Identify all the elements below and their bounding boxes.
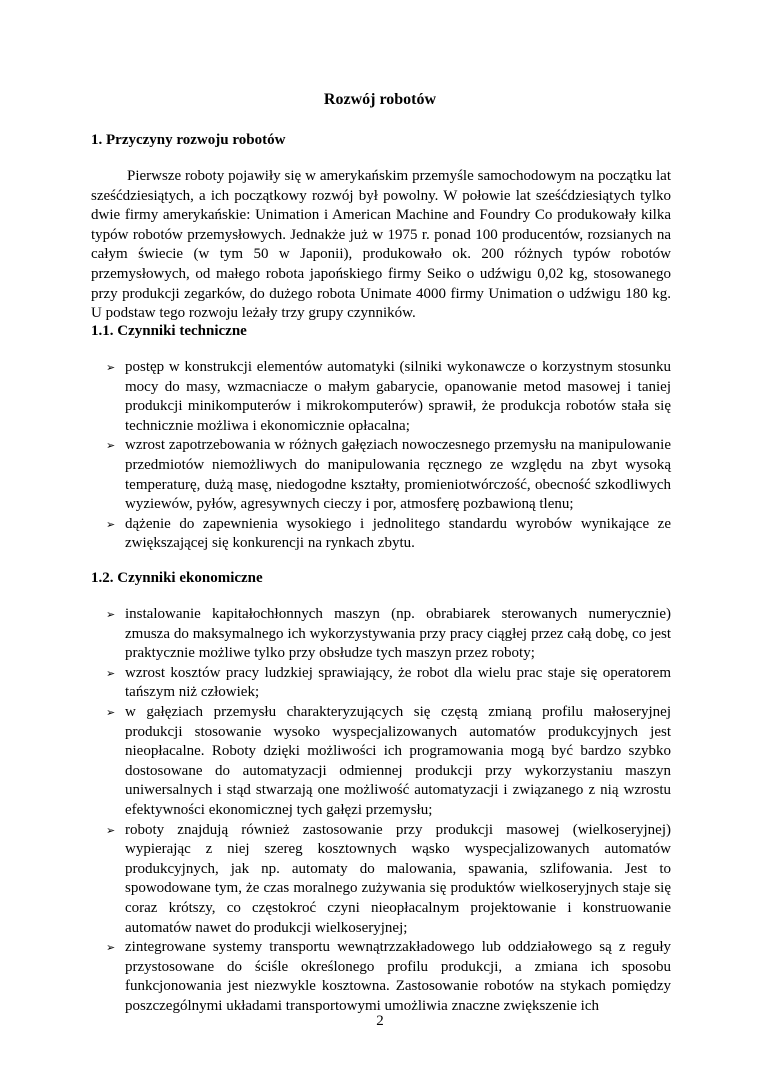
arrow-bullet-icon: ➢	[106, 608, 116, 621]
arrow-bullet-icon: ➢	[106, 941, 116, 955]
section-heading-1: 1. Przyczyny rozwoju robotów	[91, 132, 286, 148]
list-item	[91, 703, 671, 821]
arrow-bullet-icon: ➢	[106, 823, 116, 837]
page-number: 2	[376, 1013, 384, 1029]
list-item	[91, 436, 671, 514]
list-item-text: roboty znajdują również zastosowanie przy produkcji masowej (wielkoseryjnej) wypierając z niej szereg kosztownych wąsko wyspecjalizowanych automatów produkcyjnych, jak np. automaty do malowania, spawania, szlifowania. Jest to spowodowane tym, że czas moralnego zużywania się produktów wielkoseryjnych staje się coraz krótszy, co częstokroć czyni nieopłacalnym projektowanie i konstruowanie automatów nawet do produkcji wielkoseryjnej;	[125, 821, 671, 936]
list-item-text: w gałęziach przemysłu charakteryzujących się częstą zmianą profilu małoseryjnej produkcji stosowanie wysoko wyspecjalizowanych automatów produkcyjnych jest nieopłacalne. Roboty dzięki możliwości ich programowania mogą być bardzo szybko dostosowane do automatyzacji odmiennej produkcji przy wykorzystaniu maszyn uniwersalnych i stąd stwarzają one możliwość automatyzacji i związanego z nią wzrostu efektywności ekonomicznej tych gałęzi przemysłu;	[125, 703, 671, 818]
arrow-bullet-icon: ➢	[106, 705, 116, 719]
list-item	[91, 821, 671, 939]
list-item	[91, 938, 671, 1016]
list-item-text: wzrost zapotrzebowania w różnych gałęziach nowoczesnego przemysłu na manipulowanie przedmiotów niemożliwych do manipulowania ręcznego ze względu na zbyt wysoką temperaturę, dużą masę, niedogodne kształty, promieniotwórczość, obecność szkodliwych wyziewów, pyłów, agresywnych cieczy i por, atmosferę pozbawioną tlenu;	[125, 437, 671, 513]
arrow-bullet-icon: ➢	[106, 666, 116, 680]
list-item-text: zintegrowane systemy transportu wewnątrzzakładowego lub oddziałowego są z reguły przystosowane do ściśle określonego profilu produkcji, a zmiana ich sposobu funkcjonowania jest niezwykle kosztowna. Zastosowanie robotów na stykach pomiędzy poszczególnymi układami transportowymi umożliwia znaczne zwiększenie ich	[125, 939, 671, 1014]
list-item-text: postęp w konstrukcji elementów automatyki (silniki wykonawcze o korzystnym stosunku mocy do masy, wzmacniacze o małym gabarycie, opanowanie metod masowej i taniej produkcji minikomputerów i mikrokomputerów) sprawił, że produkcja robotów stała się technicznie możliwa i ekonomicznie opłacalna;	[125, 359, 671, 434]
list-item-text: dążenie do zapewnienia wysokiego i jednolitego standardu wyrobów wynikające ze zwiększającej się konkurencji na rynkach zbytu.	[125, 515, 671, 552]
section-heading-1-1: 1.1. Czynniki techniczne	[91, 323, 247, 339]
section-heading-1-2: 1.2. Czynniki ekonomiczne	[91, 570, 263, 586]
list-item	[91, 664, 671, 703]
intro-paragraph: Pierwsze roboty pojawiły się w amerykańskim przemyśle samochodowym na początku lat sześćdziesiątych, a ich początkowy rozwój był powolny. W połowie lat sześćdziesiątych tylko dwie firmy amerykańskie: Unimation i American Machine and Foundry Co produkowały kilka typów robotów przemysłowych. Jednakże już w 1975 r. ponad 100 producentów, rozsianych na całym świecie (w tym 50 w Japonii), produkowało ok. 200 różnych typów robotów przemysłowych, od małego robota japońskiego firmy Seiko o udźwigu 0,02 kg, stosowanego przy produkcji zegarków, do dużego robota Unimate 4000 firmy Unimation o udźwigu 180 kg. U podstaw tego rozwoju leżały trzy grupy czynników.	[91, 168, 671, 322]
technical-factors-list	[91, 358, 671, 554]
economic-factors-list	[91, 605, 671, 1016]
list-item-text: wzrost kosztów pracy ludzkiej sprawiający, że robot dla wielu prac staje się operatorem tańszym niż człowiek;	[125, 664, 671, 701]
list-item-text: instalowanie kapitałochłonnych maszyn (np. obrabiarek sterowanych numerycznie) zmusza do maksymalnego ich wykorzystywania przy pracy ciągłej przez całą dobę, co jest praktycznie możliwe tylko przy obsłudze tych maszyn przez roboty;	[125, 606, 671, 662]
list-item	[91, 515, 671, 554]
list-item	[91, 605, 671, 664]
arrow-bullet-icon: ➢	[106, 439, 116, 453]
arrow-bullet-icon: ➢	[106, 361, 116, 374]
arrow-bullet-icon: ➢	[106, 517, 116, 531]
document-title: Rozwój robotów	[323, 91, 437, 108]
list-item	[91, 358, 671, 436]
